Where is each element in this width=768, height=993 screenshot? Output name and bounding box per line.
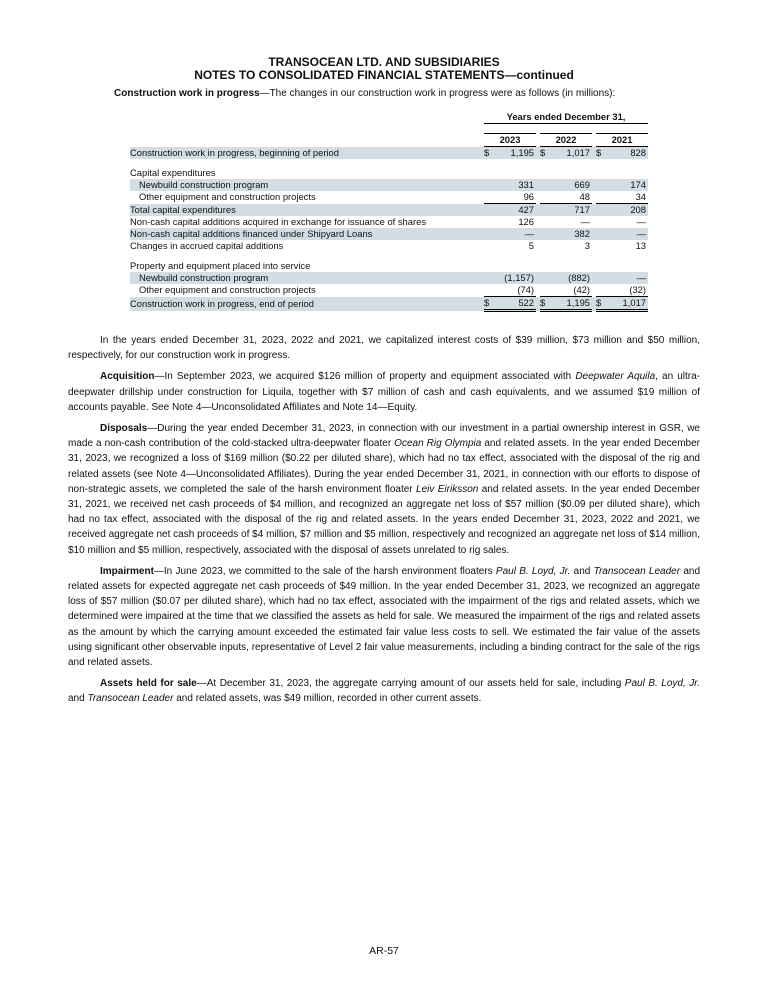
table-row	[130, 179, 648, 191]
dollar-sign	[540, 167, 552, 179]
dollar-sign	[484, 272, 496, 284]
table-row	[130, 260, 648, 272]
dollar-sign	[540, 260, 552, 272]
paragraph-text: —During the year ended December 31, 2023, in connection with our investment in a partial ownership interest in GSR, we made a non-cash contribution of the cold-stacked ultra-deepwater floater	[68, 423, 700, 450]
dollar-sign	[596, 272, 608, 284]
year-header: 2022	[540, 134, 592, 147]
dollar-sign	[484, 228, 496, 240]
construction-wip-table	[130, 111, 648, 312]
dollar-sign: $	[596, 147, 608, 160]
paragraph	[68, 333, 700, 363]
dollar-sign	[596, 191, 608, 204]
dollar-sign	[484, 191, 496, 204]
table-row	[130, 297, 648, 311]
paragraph	[68, 564, 700, 670]
year-header: 2023	[484, 134, 536, 147]
row-value: 331	[496, 179, 536, 191]
row-label: Newbuild construction program	[130, 272, 484, 284]
row-label: Changes in accrued capital additions	[130, 240, 284, 251]
row-value: 669	[552, 179, 592, 191]
row-value: 1,017	[552, 147, 592, 160]
row-value: 717	[552, 204, 592, 217]
paragraph-heading: Impairment	[100, 565, 154, 577]
rig-name: Deepwater Aquila	[575, 371, 656, 383]
paragraph-text: and related assets for expected aggregate net cash proceeds of $49 million. In the year ended December 31, 2023, we recognized an aggregate loss of $57 million ($0.07 per diluted share), which had no tax effect, associated with the impairment of the rigs and related assets, which we determined were impaired at the time that we classified the assets as held for sale. We measured the impairment of the rigs and related assets as the amount by which the carrying amount exceeded the estimated fair value less costs to sell. We estimated the fair value of the assets using significant other observable inputs, representative of Level 2 fair value measurements, including a binding contract for the sale of the rigs and related assets.	[68, 565, 701, 669]
notes-body	[68, 333, 700, 713]
page-number: AR-57	[369, 945, 399, 957]
row-value	[608, 260, 648, 272]
row-value: 48	[552, 191, 592, 204]
row-label: Construction work in progress, end of period	[130, 297, 484, 311]
row-value: —	[608, 228, 648, 240]
dollar-sign	[596, 179, 608, 191]
row-value	[496, 260, 536, 272]
table-row	[130, 240, 648, 252]
row-value	[552, 167, 592, 179]
dollar-sign	[484, 240, 496, 252]
dollar-sign	[540, 179, 552, 191]
document-title: TRANSOCEAN LTD. AND SUBSIDIARIES	[268, 55, 500, 69]
dollar-sign	[484, 284, 496, 297]
row-value: 1,195	[496, 147, 536, 160]
rig-name: Paul B. Loyd, Jr.	[624, 678, 701, 690]
paragraph-heading: Acquisition	[100, 371, 155, 383]
row-label: Other equipment and construction projects	[139, 191, 316, 203]
dollar-sign	[540, 228, 552, 240]
dollar-sign: $	[540, 147, 552, 160]
row-value: (1,157)	[496, 272, 536, 284]
row-value: (882)	[552, 272, 592, 284]
dollar-sign	[596, 240, 608, 252]
table-row	[130, 228, 648, 240]
document-subtitle: NOTES TO CONSOLIDATED FINANCIAL STATEMENTS—continued	[194, 68, 574, 82]
dollar-sign	[596, 260, 608, 272]
paragraph-text: and	[68, 693, 88, 705]
intro-heading: Construction work in progress	[114, 88, 260, 99]
row-value: 828	[608, 147, 648, 160]
table-row	[130, 272, 648, 284]
table-row	[130, 284, 648, 297]
table-row	[130, 167, 648, 179]
dollar-sign	[596, 284, 608, 297]
paragraph-text: —At December 31, 2023, the aggregate carrying amount of our assets held for sale, including	[196, 678, 625, 690]
row-value: 427	[496, 204, 536, 217]
row-value: —	[636, 216, 646, 227]
years-group-header: Years ended December 31,	[484, 111, 648, 124]
row-value: 3	[584, 240, 590, 251]
dollar-sign	[540, 191, 552, 204]
rig-name: Paul B. Loyd, Jr.	[495, 565, 571, 577]
dollar-sign	[540, 240, 552, 252]
row-value: 1,017	[608, 297, 648, 311]
row-value: 522	[496, 297, 536, 311]
row-value: (74)	[496, 284, 536, 297]
row-value	[608, 167, 648, 179]
row-value: 13	[635, 240, 646, 251]
row-value: —	[608, 272, 648, 284]
paragraph-text: —In June 2023, we committed to the sale of the harsh environment floaters	[153, 565, 496, 577]
paragraph	[68, 421, 700, 558]
rig-name: Transocean Leader	[593, 565, 681, 577]
dollar-sign: $	[484, 147, 496, 160]
table-row	[130, 191, 648, 204]
dollar-sign	[596, 228, 608, 240]
paragraph-text: In the years ended December 31, 2023, 2022 and 2021, we capitalized interest costs of $39 million, $73 million and $50 million, respectively, for our construction work in progress.	[68, 335, 700, 362]
row-value: 382	[552, 228, 592, 240]
year-header: 2021	[596, 134, 648, 147]
row-value: 34	[608, 191, 648, 204]
row-label: Total capital expenditures	[130, 204, 484, 217]
dollar-sign: $	[484, 297, 496, 311]
dollar-sign	[540, 216, 552, 228]
row-value	[552, 260, 592, 272]
rig-name: Ocean Rig Olympia	[394, 438, 482, 450]
table-row	[130, 204, 648, 217]
row-value: —	[496, 228, 536, 240]
dollar-sign	[484, 179, 496, 191]
spacer-row	[130, 159, 648, 167]
spacer-row	[130, 252, 648, 260]
rig-name: Transocean Leader	[87, 693, 174, 705]
dollar-sign	[596, 204, 608, 217]
table-row	[130, 216, 648, 228]
row-value: 174	[608, 179, 648, 191]
paragraph	[68, 369, 700, 415]
paragraph-text: and related assets, was $49 million, recorded in other current assets.	[173, 693, 482, 705]
row-label: Property and equipment placed into service	[130, 260, 311, 271]
dollar-sign	[484, 204, 496, 217]
row-label: Non-cash capital additions acquired in exchange for issuance of shares	[130, 216, 427, 227]
dollar-sign: $	[596, 297, 608, 311]
paragraph	[68, 676, 700, 706]
row-value: —	[580, 216, 590, 227]
row-value: 126	[518, 216, 534, 227]
table-intro	[114, 88, 615, 99]
row-value: 1,195	[552, 297, 592, 311]
row-value: (32)	[608, 284, 648, 297]
row-value	[496, 167, 536, 179]
row-value: 96	[496, 191, 536, 204]
rig-name: Leiv Eiriksson	[416, 483, 479, 495]
row-value: (42)	[552, 284, 592, 297]
paragraph-text: and related assets. In the year ended December 31, 2023, we recognized a loss of $169 million ($0.22 per diluted share), which had no tax effect, associated with the disposal of the rig and related assets (see Note 4—Unconsolidated Affiliates). During the year ended December 31, 2021, in connection with our efforts to dispose of non-strategic assets, we completed the sale of the harsh environment floater	[68, 438, 701, 495]
row-value: 5	[528, 240, 534, 251]
dollar-sign	[596, 167, 608, 179]
row-value: 208	[608, 204, 648, 217]
dollar-sign	[540, 284, 552, 297]
dollar-sign	[540, 204, 552, 217]
paragraph-text: , an ultra-deepwater drillship under construction for Liquila, together with $7 million of cash and cash equivalents, and we assumed $19 million of accounts payable. See Note 4—Unconsolidated Affiliates and Note 14—Equity.	[68, 371, 700, 413]
paragraph-heading: Disposals	[100, 423, 148, 435]
row-label: Construction work in progress, beginning of period	[130, 147, 484, 160]
dollar-sign	[596, 216, 608, 228]
paragraph-text: —In September 2023, we acquired $126 million of property and equipment associated with	[154, 371, 576, 383]
intro-text: —The changes in our construction work in progress were as follows (in millions):	[259, 88, 616, 99]
dollar-sign: $	[540, 297, 552, 311]
dollar-sign	[540, 272, 552, 284]
row-label: Non-cash capital additions financed under Shipyard Loans	[130, 228, 484, 240]
paragraph-text: and related assets. In the year ended December 31, 2021, we received net cash proceeds of $4 million, and recognized an aggregate net loss of $57 million ($0.09 per diluted share), which had no tax effect, associated with the disposal of the rig and related assets. In the years ended December 31, 2023, 2022 and 2021, we received aggregate net cash proceeds of $4 million, $7 million and $5 million, respectively and recognized an aggregate net loss of $14 million, $10 million and $5 million, respectively, associated with the disposal of assets unrelated to rig sales.	[68, 483, 701, 556]
dollar-sign	[484, 260, 496, 272]
paragraph-heading: Assets held for sale	[100, 678, 197, 690]
row-label: Other equipment and construction projects	[139, 284, 316, 296]
table-row	[130, 147, 648, 160]
row-label: Capital expenditures	[130, 167, 216, 178]
dollar-sign	[484, 216, 496, 228]
paragraph-text: and	[570, 565, 594, 577]
dollar-sign	[484, 167, 496, 179]
row-label: Newbuild construction program	[130, 179, 484, 191]
